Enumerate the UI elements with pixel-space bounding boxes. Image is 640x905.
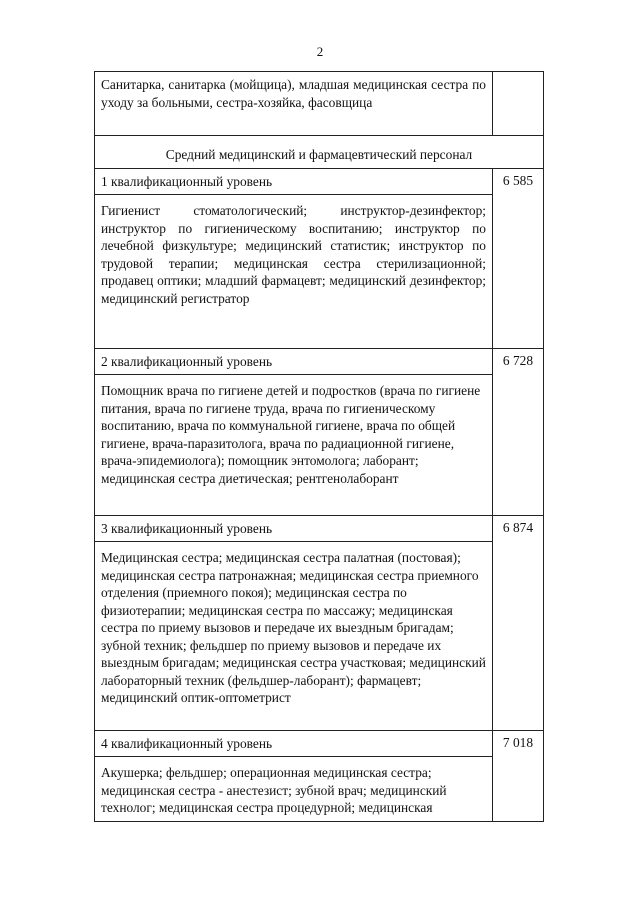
level-3-label: 3 квалификационный уровень xyxy=(95,516,493,542)
table-row-junior-staff xyxy=(95,72,544,136)
level-1-label: 1 квалификационный уровень xyxy=(95,169,493,195)
section-header: Средний медицинский и фармацевтический персонал xyxy=(95,136,544,169)
level-2-label: 2 квалификационный уровень xyxy=(95,349,493,375)
page-number: 2 xyxy=(316,44,324,59)
table-row-level-1-label xyxy=(95,169,544,195)
table-row-level-1-positions xyxy=(95,195,544,349)
level-2-salary: 6 728 xyxy=(493,349,544,516)
table-row-level-4-positions xyxy=(95,757,544,822)
table-row-level-4-label xyxy=(95,731,544,757)
table-row-level-3-label xyxy=(95,516,544,542)
table-row-section-header xyxy=(95,136,544,169)
level-3-salary: 6 874 xyxy=(493,516,544,731)
salary-table xyxy=(94,71,544,822)
level-4-positions: Акушерка; фельдшер; операционная медицинская сестра; медицинская сестра - анестезист; зубной врач; медицинский технолог; медицинская сестра процедурной; медицинская xyxy=(95,757,493,822)
table-row-level-2-positions xyxy=(95,375,544,516)
level-4-salary: 7 018 xyxy=(493,731,544,822)
table-row-level-2-label xyxy=(95,349,544,375)
junior-staff-salary xyxy=(493,72,544,136)
level-2-positions: Помощник врача по гигиене детей и подростков (врача по гигиене питания, врача по гигиене труда, врача по гигиеническому воспитанию, врача по коммунальной гигиене, врача по общей гигиене, врача-паразитолога, врача по радиационной гигиене, врача-эпидемиолога); помощник энтомолога; лаборант; медицинская сестра диетическая; рентгенолаборант xyxy=(95,375,493,516)
junior-staff-positions: Санитарка, санитарка (мойщица), младшая медицинская сестра по уходу за больными, сестра-хозяйка, фасовщица xyxy=(95,72,493,136)
level-1-positions: Гигиенист стоматологический; инструктор-дезинфектор; инструктор по гигиеническому воспитанию; инструктор по лечебной физкультуре; медицинский статистик; инструктор по трудовой терапии; медицинская сестра стерилизационной; продавец оптики; младший фармацевт; медицинский дезинфектор; медицинский регистратор xyxy=(95,195,493,349)
table-row-level-3-positions xyxy=(95,542,544,731)
level-1-salary: 6 585 xyxy=(493,169,544,349)
level-3-positions: Медицинская сестра; медицинская сестра палатная (постовая); медицинская сестра патронажная; медицинская сестра приемного отделения (приемного покоя); медицинская сестра по физиотерапии; медицинская сестра по массажу; медицинская сестра по приему вызовов и передаче их выездным бригадам; зубной техник; фельдшер по приему вызовов и передаче их выездным бригадам; медицинская сестра участковая; медицинский лабораторный техник (фельдшер-лаборант); фармацевт; медицинский оптик-оптометрист xyxy=(95,542,493,731)
level-4-label: 4 квалификационный уровень xyxy=(95,731,493,757)
